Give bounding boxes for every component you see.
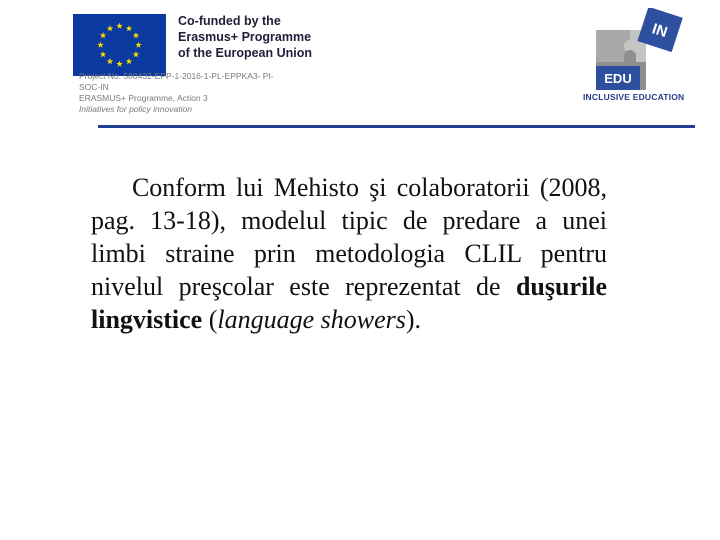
edu-badge-text: EDU [604, 71, 632, 86]
project-number-cont: SOC-IN [79, 82, 109, 92]
programme-initiative: Initiatives for policy innovation [79, 104, 192, 114]
eu-cofunded-caption [178, 13, 313, 61]
italic-term: language showers [217, 305, 406, 334]
eu-caption-line: of the European Union [178, 46, 313, 60]
eu-caption-line: Erasmus+ Programme [178, 30, 312, 44]
paragraph-text: ). [405, 305, 422, 334]
header-divider [98, 125, 695, 128]
project-info [79, 71, 289, 115]
inclusive-education-caption: INCLUSIVE EDUCATION [583, 92, 685, 102]
puzzle-logo-icon [590, 8, 690, 92]
programme-action: ERASMUS+ Programme, Action 3 [79, 93, 208, 103]
eu-caption-line: Co-funded by the [178, 14, 281, 28]
paragraph-text: Conform lui Mehisto şi colaboratorii (2008, pag. 13-18), modelul tipic de predare a unei limbi straine prin metodologia CLIL pentru nivelul preşcolar este reprezentat de [91, 173, 607, 301]
bold-term: duşurile lingvistice [91, 272, 607, 334]
eu-flag-icon [73, 14, 166, 76]
in-badge-text: IN [649, 20, 670, 42]
project-number: Project No. 580432-EPP-1-2016-1-PL-EPPKA3- PI- [79, 71, 274, 81]
main-paragraph [91, 171, 607, 336]
paragraph-text: ( [202, 305, 218, 334]
